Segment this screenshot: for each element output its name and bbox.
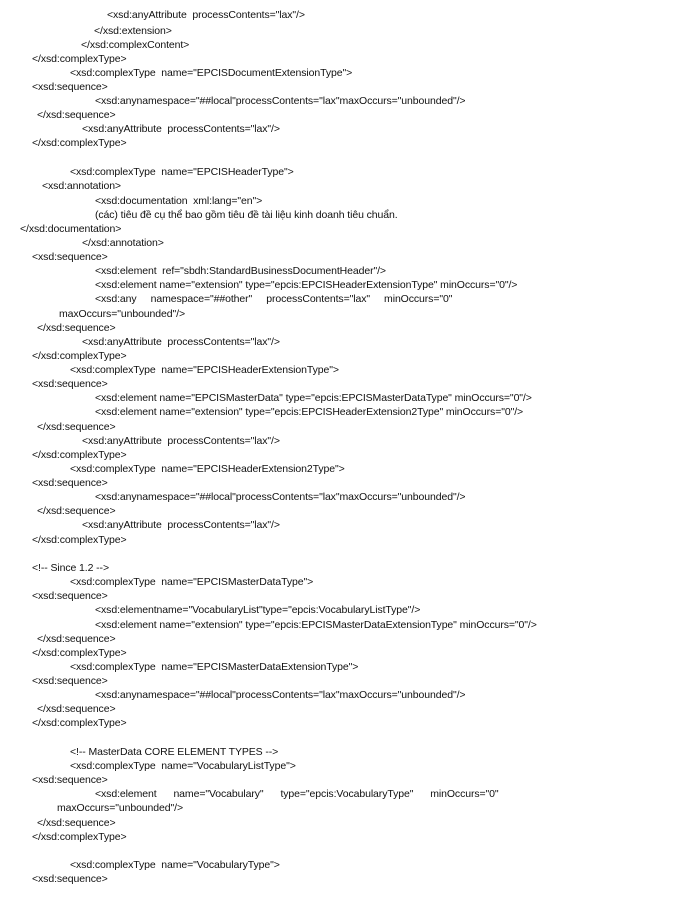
code-line: <xsd:element name="Vocabulary" type="epcis:VocabularyType" minOccurs="0"	[95, 788, 499, 800]
code-line: <xsd:anyAttribute processContents="lax"/>	[107, 9, 305, 21]
code-line: </xsd:sequence>	[37, 703, 116, 715]
code-line: <xsd:complexType name="VocabularyListType">	[70, 760, 296, 772]
code-line: <xsd:sequence>	[32, 675, 108, 687]
code-line: </xsd:sequence>	[37, 505, 116, 517]
code-line: <xsd:complexType name="EPCISDocumentExtensionType">	[70, 67, 353, 79]
code-line: </xsd:complexType>	[32, 534, 127, 546]
code-line: <xsd:complexType name="VocabularyType">	[70, 859, 280, 871]
code-line: <xsd:anyAttribute processContents="lax"/>	[82, 336, 280, 348]
code-line: <xsd:annotation>	[42, 180, 121, 192]
code-line: <xsd:sequence>	[32, 251, 108, 263]
code-line: (các) tiêu đề cụ thể bao gồm tiêu đề tài liệu kinh doanh tiêu chuẩn.	[95, 209, 398, 221]
code-line: <xsd:element name="extension" type="epcis:EPCISHeaderExtensionType" minOccurs="0"/>	[95, 279, 518, 291]
code-line: <xsd:complexType name="EPCISMasterDataExtensionType">	[70, 661, 359, 673]
code-line: </xsd:complexContent>	[81, 39, 190, 51]
code-line: <xsd:anyAttribute processContents="lax"/>	[82, 123, 280, 135]
code-line: <xsd:anynamespace="##local"processContents="lax"maxOccurs="unbounded"/>	[95, 689, 466, 701]
code-line: <xsd:element name="extension" type="epcis:EPCISHeaderExtension2Type" minOccurs="0"/>	[95, 406, 524, 418]
code-line: <xsd:sequence>	[32, 81, 108, 93]
code-line: </xsd:sequence>	[37, 109, 116, 121]
code-line: </xsd:sequence>	[37, 322, 116, 334]
code-line: <xsd:complexType name="EPCISHeaderExtensionType">	[70, 364, 339, 376]
code-line: </xsd:sequence>	[37, 421, 116, 433]
code-line: </xsd:complexType>	[32, 53, 127, 65]
code-line: <xsd:elementname="VocabularyList"type="epcis:VocabularyListType"/>	[95, 604, 421, 616]
code-line: </xsd:extension>	[94, 25, 172, 37]
code-line: <xsd:element name="extension" type="epcis:EPCISMasterDataExtensionType" minOccurs="0"/>	[95, 619, 537, 631]
code-line: <xsd:documentation xml:lang="en">	[95, 195, 263, 207]
code-line: </xsd:complexType>	[32, 717, 127, 729]
code-line: <xsd:sequence>	[32, 477, 108, 489]
code-line: <xsd:complexType name="EPCISHeaderType">	[70, 166, 294, 178]
code-line: </xsd:annotation>	[82, 237, 164, 249]
code-line: </xsd:complexType>	[32, 137, 127, 149]
code-line: <xsd:sequence>	[32, 774, 108, 786]
code-line: </xsd:complexType>	[32, 647, 127, 659]
code-line: <xsd:anynamespace="##local"processContents="lax"maxOccurs="unbounded"/>	[95, 95, 466, 107]
code-line: <xsd:anyAttribute processContents="lax"/>	[82, 519, 280, 531]
code-line: maxOccurs="unbounded"/>	[59, 308, 185, 320]
code-line: <xsd:any namespace="##other" processContents="lax" minOccurs="0"	[95, 293, 453, 305]
code-line: <xsd:element ref="sbdh:StandardBusinessDocumentHeader"/>	[95, 265, 386, 277]
code-line: </xsd:sequence>	[37, 633, 116, 645]
code-line: <xsd:anyAttribute processContents="lax"/>	[82, 435, 280, 447]
code-line: <xsd:anynamespace="##local"processContents="lax"maxOccurs="unbounded"/>	[95, 491, 466, 503]
code-line: <xsd:sequence>	[32, 873, 108, 885]
code-line: <xsd:sequence>	[32, 590, 108, 602]
code-line: </xsd:complexType>	[32, 350, 127, 362]
code-line: </xsd:sequence>	[37, 817, 116, 829]
code-line: </xsd:complexType>	[32, 449, 127, 461]
code-line: <xsd:sequence>	[32, 378, 108, 390]
code-line: maxOccurs="unbounded"/>	[57, 802, 183, 814]
code-comment: <!-- MasterData CORE ELEMENT TYPES -->	[70, 746, 279, 758]
code-line: <xsd:complexType name="EPCISMasterDataType">	[70, 576, 314, 588]
code-line: </xsd:complexType>	[32, 831, 127, 843]
code-line: <xsd:complexType name="EPCISHeaderExtension2Type">	[70, 463, 345, 475]
code-line: </xsd:documentation>	[20, 223, 122, 235]
code-line: <xsd:element name="EPCISMasterData" type="epcis:EPCISMasterDataType" minOccurs="0"/>	[95, 392, 532, 404]
code-comment: <!-- Since 1.2 -->	[32, 562, 109, 574]
